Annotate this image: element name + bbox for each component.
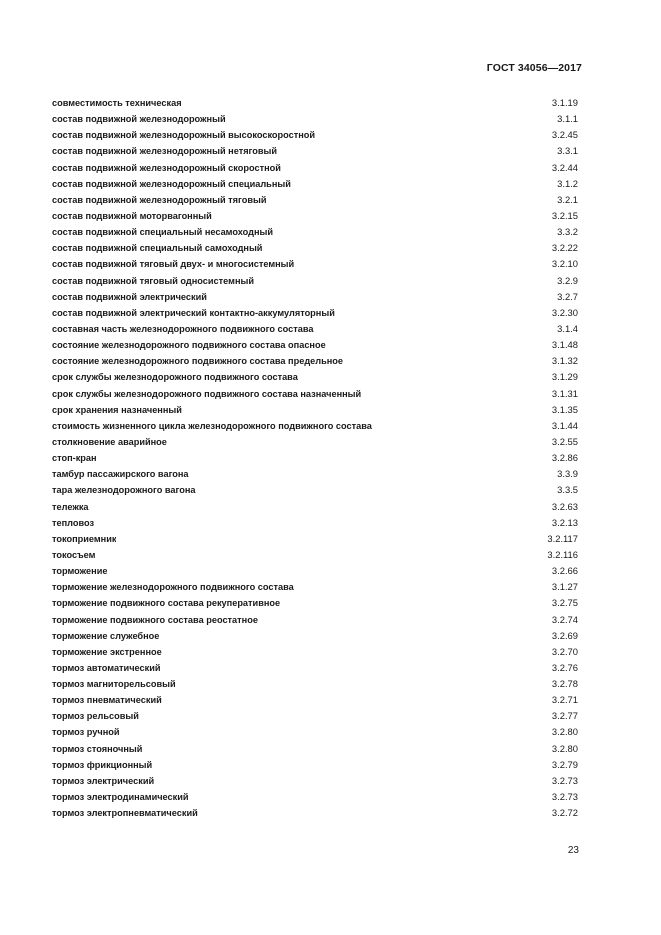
index-entry: [52, 565, 578, 581]
entry-term: состав подвижной специальный самоходный: [52, 243, 263, 254]
entry-clause-ref: 3.2.78: [551, 678, 578, 690]
index-entry: [52, 194, 578, 210]
page-number: 23: [567, 845, 579, 856]
index-entry: [52, 258, 578, 274]
index-entry: [52, 517, 578, 533]
entry-term: столкновение аварийное: [52, 436, 167, 447]
index-entry: [52, 484, 578, 500]
entry-clause-ref: 3.2.116: [547, 548, 578, 560]
index-entry: [52, 791, 578, 807]
index-entry: [52, 646, 578, 662]
index-entry: [52, 549, 578, 565]
entry-term: тамбур пассажирского вагона: [52, 469, 189, 480]
entry-clause-ref: 3.2.75: [551, 597, 578, 609]
entry-clause-ref: 3.2.13: [551, 516, 578, 528]
alphabetical-index: [52, 97, 578, 823]
entry-term: срок службы железнодорожного подвижного состава: [52, 372, 298, 383]
entry-clause-ref: 3.1.4: [557, 322, 578, 334]
index-entry: [52, 436, 578, 452]
entry-term: тормоз стояночный: [52, 743, 143, 754]
entry-clause-ref: 3.2.86: [551, 452, 578, 464]
entry-term: торможение: [52, 566, 108, 577]
entry-clause-ref: 3.1.31: [551, 387, 578, 399]
entry-clause-ref: 3.3.9: [557, 468, 578, 480]
index-entry: [52, 614, 578, 630]
index-entry: [52, 710, 578, 726]
entry-term: тормоз магниторельсовый: [52, 679, 176, 690]
entry-term: состав подвижной железнодорожный тяговый: [52, 194, 267, 205]
entry-clause-ref: 3.2.72: [551, 807, 578, 819]
entry-clause-ref: 3.2.117: [547, 532, 578, 544]
entry-clause-ref: 3.1.19: [551, 97, 578, 108]
entry-term: состав подвижной железнодорожный: [52, 114, 226, 125]
entry-clause-ref: 3.1.48: [551, 339, 578, 351]
entry-term: стоимость жизненного цикла железнодорожного подвижного состава: [52, 420, 372, 431]
entry-term: торможение подвижного состава рекуперативное: [52, 598, 281, 609]
index-entry: [52, 339, 578, 355]
index-entry: [52, 404, 578, 420]
entry-term: тормоз электрический: [52, 775, 155, 786]
index-entry: [52, 226, 578, 242]
entry-term: торможение экстренное: [52, 646, 162, 657]
entry-term: тормоз фрикционный: [52, 759, 153, 770]
entry-clause-ref: 3.1.44: [551, 419, 578, 431]
entry-term: срок службы железнодорожного подвижного состава назначенный: [52, 388, 362, 399]
entry-term: тормоз электродинамический: [52, 792, 189, 803]
entry-term: торможение служебное: [52, 630, 160, 641]
entry-term: тележка: [52, 501, 89, 512]
index-entry: [52, 662, 578, 678]
entry-clause-ref: 3.2.73: [551, 791, 578, 803]
index-entry: [52, 807, 578, 823]
index-entry: [52, 97, 578, 113]
entry-term: токосъем: [52, 549, 96, 560]
entry-clause-ref: 3.2.63: [551, 500, 578, 512]
entry-clause-ref: 3.2.7: [557, 290, 578, 302]
entry-clause-ref: 3.2.73: [551, 774, 578, 786]
entry-term: тормоз ручной: [52, 727, 120, 738]
entry-clause-ref: 3.2.1: [557, 193, 578, 205]
entry-term: состав подвижной железнодорожный высокоскоростной: [52, 130, 316, 141]
entry-clause-ref: 3.1.32: [551, 355, 578, 367]
index-entry: [52, 113, 578, 129]
entry-clause-ref: 3.2.45: [551, 129, 578, 141]
entry-clause-ref: 3.1.35: [551, 403, 578, 415]
index-entry: [52, 307, 578, 323]
index-entry: [52, 291, 578, 307]
entry-clause-ref: 3.2.70: [551, 645, 578, 657]
entry-term: совместимость техническая: [52, 98, 182, 108]
index-entry: [52, 145, 578, 161]
index-entry: [52, 388, 578, 404]
entry-term: состав подвижной специальный несамоходный: [52, 227, 273, 238]
entry-term: тара железнодорожного вагона: [52, 485, 196, 496]
entry-term: составная часть железнодорожного подвижного состава: [52, 323, 314, 334]
entry-term: состав подвижной электрический контактно-аккумуляторный: [52, 307, 335, 318]
index-entry: [52, 501, 578, 517]
entry-term: состав подвижной тяговый односистемный: [52, 275, 254, 286]
entry-term: срок хранения назначенный: [52, 404, 182, 415]
entry-clause-ref: 3.2.10: [551, 258, 578, 270]
entry-clause-ref: 3.3.5: [557, 484, 578, 496]
index-entry: [52, 275, 578, 291]
entry-clause-ref: 3.2.15: [551, 209, 578, 221]
entry-clause-ref: 3.3.1: [557, 145, 578, 157]
entry-term: состав подвижной моторвагонный: [52, 210, 212, 221]
entry-term: тормоз автоматический: [52, 662, 161, 673]
entry-clause-ref: 3.1.1: [557, 113, 578, 125]
entry-clause-ref: 3.2.76: [551, 661, 578, 673]
entry-clause-ref: 3.2.55: [551, 435, 578, 447]
entry-term: торможение подвижного состава реостатное: [52, 614, 258, 625]
index-entry: [52, 468, 578, 484]
entry-term: состав подвижной электрический: [52, 291, 207, 302]
entry-term: тормоз электропневматический: [52, 808, 198, 819]
entry-term: состав подвижной железнодорожный скоростной: [52, 162, 281, 173]
index-entry: [52, 678, 578, 694]
index-entry: [52, 775, 578, 791]
index-entry: [52, 726, 578, 742]
entry-clause-ref: 3.2.22: [551, 242, 578, 254]
standard-header: ГОСТ 34056—2017: [486, 62, 582, 74]
index-entry: [52, 597, 578, 613]
entry-clause-ref: 3.2.80: [551, 742, 578, 754]
entry-clause-ref: 3.3.2: [557, 226, 578, 238]
entry-clause-ref: 3.2.30: [551, 306, 578, 318]
index-entry: [52, 371, 578, 387]
index-entry: [52, 178, 578, 194]
entry-clause-ref: 3.1.27: [551, 581, 578, 593]
index-entry: [52, 323, 578, 339]
entry-clause-ref: 3.1.2: [557, 177, 578, 189]
entry-term: токоприемник: [52, 533, 117, 544]
index-entry: [52, 630, 578, 646]
index-entry: [52, 420, 578, 436]
index-entry: [52, 210, 578, 226]
index-entry: [52, 242, 578, 258]
entry-term: тепловоз: [52, 517, 95, 528]
index-entry: [52, 129, 578, 145]
entry-term: торможение железнодорожного подвижного состава: [52, 582, 294, 593]
index-entry: [52, 162, 578, 178]
index-entry: [52, 452, 578, 468]
entry-term: состав подвижной железнодорожный нетяговый: [52, 146, 278, 157]
entry-clause-ref: 3.2.66: [551, 565, 578, 577]
index-entry: [52, 743, 578, 759]
entry-term: стоп-кран: [52, 453, 97, 464]
entry-clause-ref: 3.2.80: [551, 726, 578, 738]
entry-term: тормоз пневматический: [52, 695, 162, 706]
entry-clause-ref: 3.2.9: [557, 274, 578, 286]
entry-clause-ref: 3.2.44: [551, 161, 578, 173]
index-entry: [52, 759, 578, 775]
entry-clause-ref: 3.2.74: [551, 613, 578, 625]
entry-clause-ref: 3.2.69: [551, 629, 578, 641]
entry-clause-ref: 3.1.29: [551, 371, 578, 383]
entry-clause-ref: 3.2.71: [551, 694, 578, 706]
index-entry: [52, 581, 578, 597]
entry-term: тормоз рельсовый: [52, 711, 139, 722]
entry-term: состав подвижной тяговый двух- и многосистемный: [52, 259, 295, 270]
index-entry: [52, 694, 578, 710]
entry-term: состояние железнодорожного подвижного состава опасное: [52, 340, 326, 351]
entry-clause-ref: 3.2.79: [551, 758, 578, 770]
index-entry: [52, 355, 578, 371]
entry-term: состав подвижной железнодорожный специальный: [52, 178, 291, 189]
entry-term: состояние железнодорожного подвижного состава предельное: [52, 356, 344, 367]
index-entry: [52, 533, 578, 549]
entry-clause-ref: 3.2.77: [551, 710, 578, 722]
